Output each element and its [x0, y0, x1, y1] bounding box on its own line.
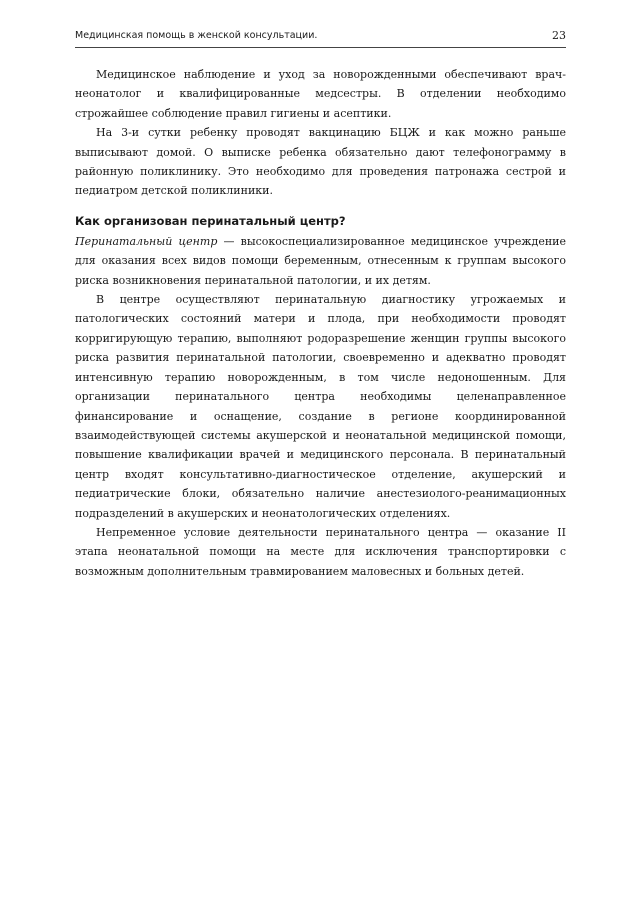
section-heading: Как организован перинатальный центр?	[75, 213, 346, 228]
body-text	[75, 65, 566, 581]
paragraph-center-condition: Непременное условие деятельности перинатального центра — оказание II этапа неонатальной помощи на месте для исключения транспортировки с возможным дополнительным травмированием маловесных и больных детей.	[75, 525, 566, 578]
paragraph-center-functions: В центре осуществляют перинатальную диагностику угрожаемых и патологических состояний матери и плода, при необходимости проводят корригирующую терапию, выполняют родоразрешение женщин группы высокого риска развития перинатальной патологии, своевременно и адекватно проводят интенсивную терапию новорожденным, в том числе недоношенным. Для организации перинатального центра необходимы целенаправленное финансирование и оснащение, создание в регионе координированной взаимодействующей системы акушерской и неонатальной медицинской помощи, повышение квалификации врачей и медицинского персонала. В перинатальный центр входят консультативно-диагностическое отделение, акушерский и педиатрические блоки, обязательно наличие анестезиолого-реанимационных подразделений в акушерских и неонатологических отделениях.	[75, 293, 566, 520]
paragraph-definition	[75, 232, 566, 290]
running-header	[75, 30, 566, 48]
paragraph-vaccination: На 3-и сутки ребенку проводят вакцинацию БЦЖ и как можно раньше выписывают домой. О выписке ребенка обязательно дают телефонограмму в районную поликлинику. Это необходимо для проведения патронажа сестрой и педиатром детской поликлиники.	[75, 126, 566, 198]
defined-term: Перинатальный центр	[75, 234, 218, 248]
definition-text: — высокоспециализированное медицинское учреждение для оказания всех видов помощи беременным, отнесенным к группам высокого риска возникновения перинатальной патологии, и их детям.	[75, 234, 566, 287]
paragraph-newborn-care: Медицинское наблюдение и уход за новорожденными обеспечивают врач-неонатолог и квалифицированные медсестры. В отделении необходимо строжайшее соблюдение правил гигиены и асептики.	[75, 68, 566, 120]
header-divider	[75, 47, 566, 48]
running-title: Медицинская помощь в женской консультации.	[75, 30, 318, 41]
page-number: 23	[552, 29, 566, 42]
